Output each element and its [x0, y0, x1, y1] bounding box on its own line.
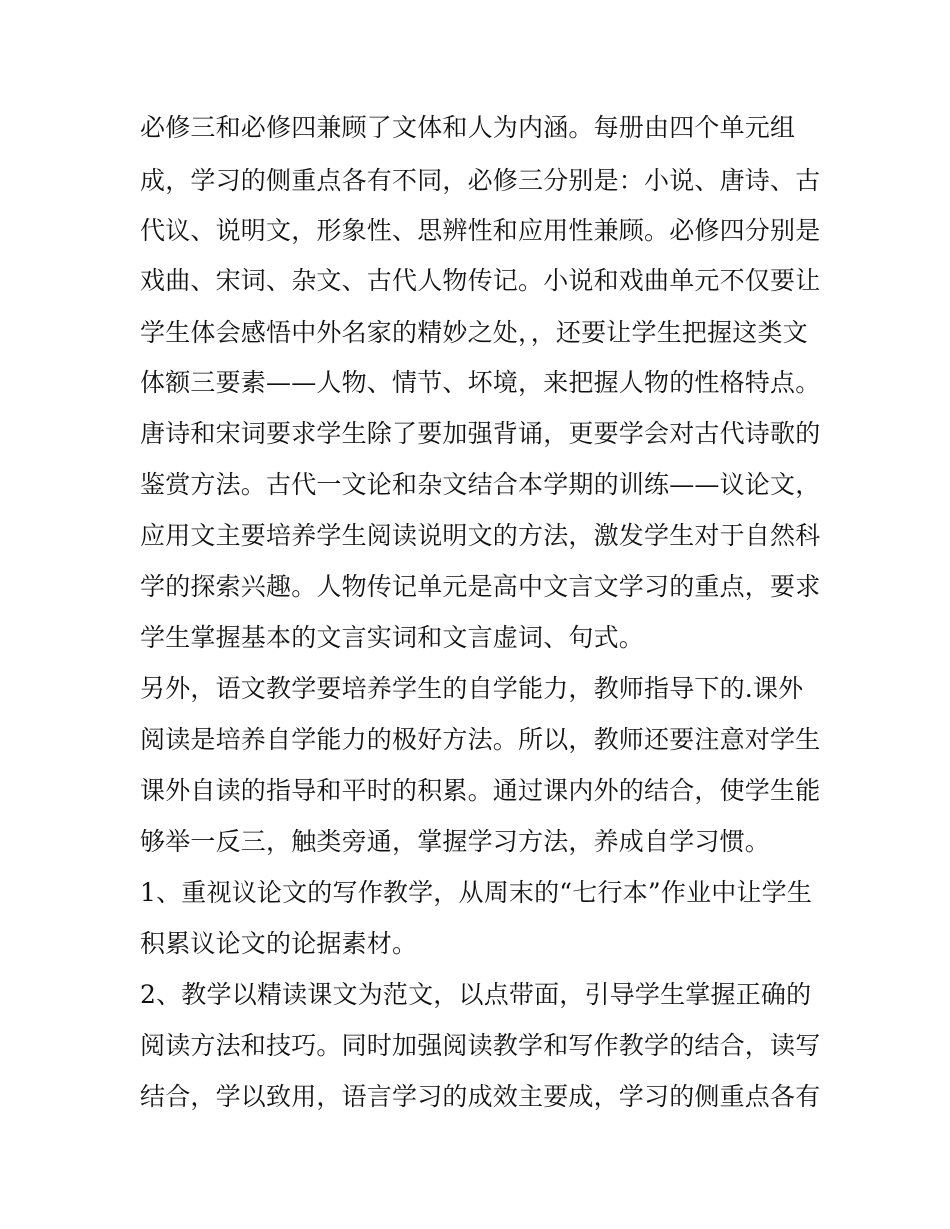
- text-line: 成，学习的侧重点各有不同，必修三分别是：小说、唐诗、古: [140, 166, 821, 195]
- text-line: 必修三和必修四兼顾了文体和人为内涵。每册由四个单元组: [140, 113, 796, 142]
- text-line: 学生体会感悟中外名家的精妙之处，，还要让学生把握这类文: [140, 318, 808, 347]
- text-line: 结合，学以致用，语言学习的成效主要成，学习的侧重点各有: [140, 1082, 821, 1111]
- text-line: 阅读方法和技巧。同时加强阅读教学和写作教学的结合，读写: [140, 1031, 821, 1060]
- text-line: 2、教学以精读课文为范文，以点带面，引导学生掌握正确的: [140, 980, 812, 1009]
- text-line: 另外，语文教学要培养学生的自学能力，教师指导下的.课外: [140, 674, 804, 703]
- text-line: 鉴赏方法。古代一文论和杂文结合本学期的训练——议论文，: [140, 470, 821, 499]
- text-line: 代议、说明文，形象性、思辨性和应用性兼顾。必修四分别是: [140, 216, 821, 245]
- text-line: 课外自读的指导和平时的积累。通过课内外的结合，使学生能: [140, 776, 821, 805]
- text-line: 学的探索兴趣。人物传记单元是高中文言文学习的重点，要求: [140, 572, 821, 601]
- text-line: 应用文主要培养学生阅读说明文的方法，激发学生对于自然科: [140, 521, 821, 550]
- text-line: 戏曲、宋词、杂文、古代人物传记。小说和戏曲单元不仅要让: [140, 266, 821, 295]
- text-line: 唐诗和宋词要求学生除了要加强背诵，更要学会对古代诗歌的: [140, 419, 821, 448]
- text-line: 学生掌握基本的文言实词和文言虚词、句式。: [140, 623, 645, 652]
- text-line: 1、重视议论文的写作教学，从周末的“七行本”作业中让学生: [140, 878, 813, 907]
- text-line: 积累议论文的论据素材。: [140, 929, 418, 958]
- text-line: 够举一反三，触类旁通，掌握学习方法，养成自学习惯。: [140, 827, 771, 856]
- text-line: 阅读是培养自学能力的极好方法。所以，教师还要注意对学生: [140, 725, 821, 754]
- text-line: 体额三要素——人物、情节、坏境，来把握人物的性格特点。: [140, 368, 821, 397]
